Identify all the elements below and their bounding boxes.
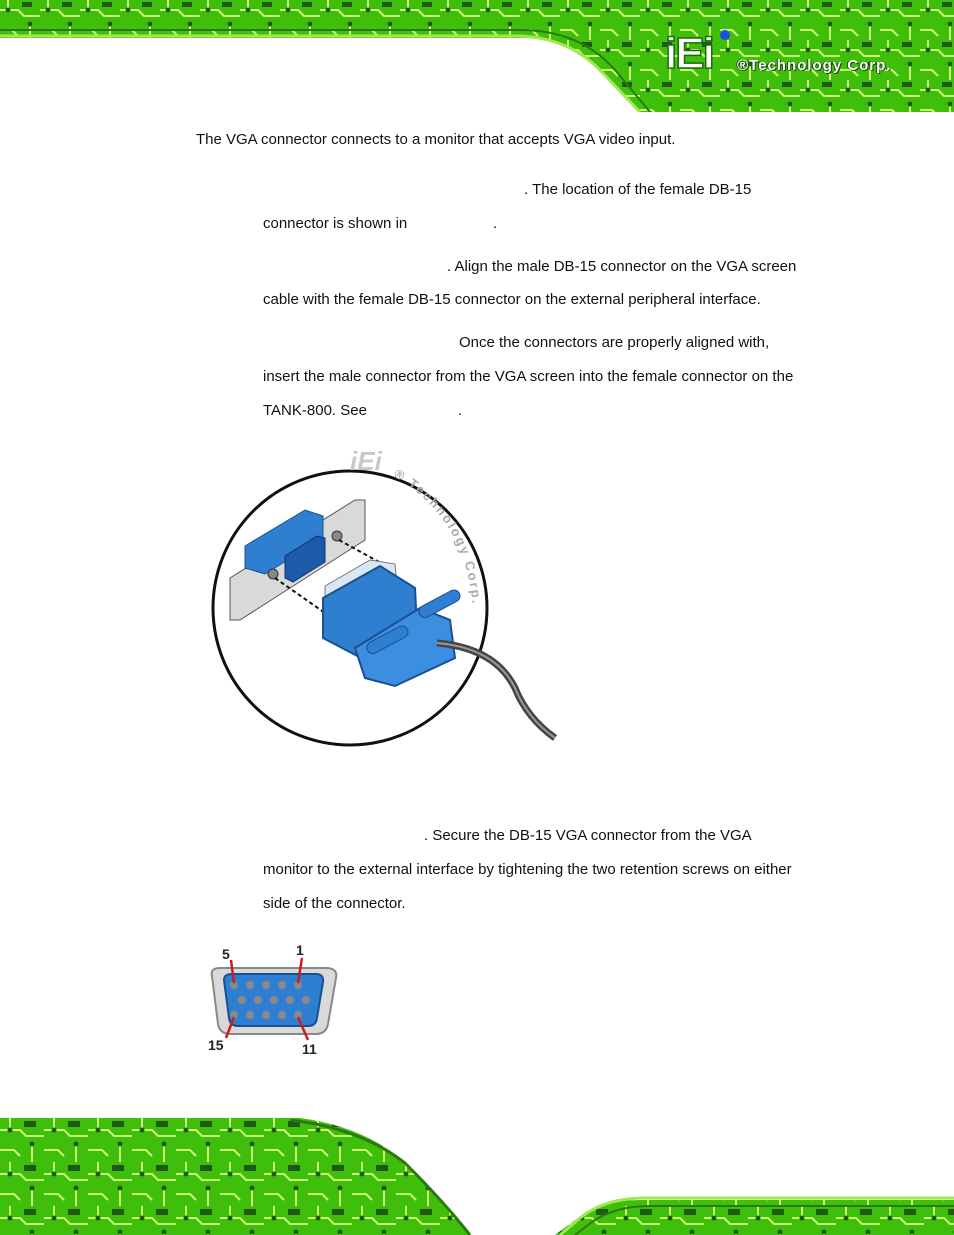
iei-logo <box>665 30 925 80</box>
step2-line1: . Align the male DB-15 connector on the VGA screen <box>447 258 797 275</box>
watermark-mark: iEi <box>350 446 382 476</box>
logo-tagline: ®Technology Corp. <box>737 57 892 74</box>
step4-line1: . Secure the DB-15 VGA connector from the VGA <box>424 827 752 844</box>
step3-line3: TANK-800. See <box>263 402 367 419</box>
watermark-ring-text: ® Technology Corp. <box>391 465 485 606</box>
pin-label-1: 1 <box>296 942 304 958</box>
step3-line1: Once the connectors are properly aligned with, <box>459 334 770 351</box>
pin-label-11: 11 <box>302 1041 317 1057</box>
vga-connection-illustration <box>205 438 565 748</box>
step1-line2-period: . <box>493 215 498 232</box>
footer-circuit-banner <box>0 1118 954 1235</box>
step3-line2: insert the male connector from the VGA screen into the female connector on the <box>263 368 794 385</box>
pin-label-15: 15 <box>208 1037 224 1053</box>
step4-line2: monitor to the external interface by tightening the two retention screws on either <box>263 861 792 878</box>
step1-line1: . The location of the female DB-15 <box>524 181 752 198</box>
logo-mark: iEi <box>665 29 713 78</box>
pin-label-5: 5 <box>222 946 230 962</box>
db15-pinout-diagram <box>198 938 348 1058</box>
step1-line2: connector is shown in <box>263 215 408 232</box>
step2-line2: cable with the female DB-15 connector on the external peripheral interface. <box>263 291 761 308</box>
logo-dot-icon <box>720 30 730 40</box>
intro-paragraph: The VGA connector connects to a monitor that accepts VGA video input. <box>196 131 676 148</box>
step4-line3: side of the connector. <box>263 895 406 912</box>
step3-line3-period: . <box>458 402 463 419</box>
